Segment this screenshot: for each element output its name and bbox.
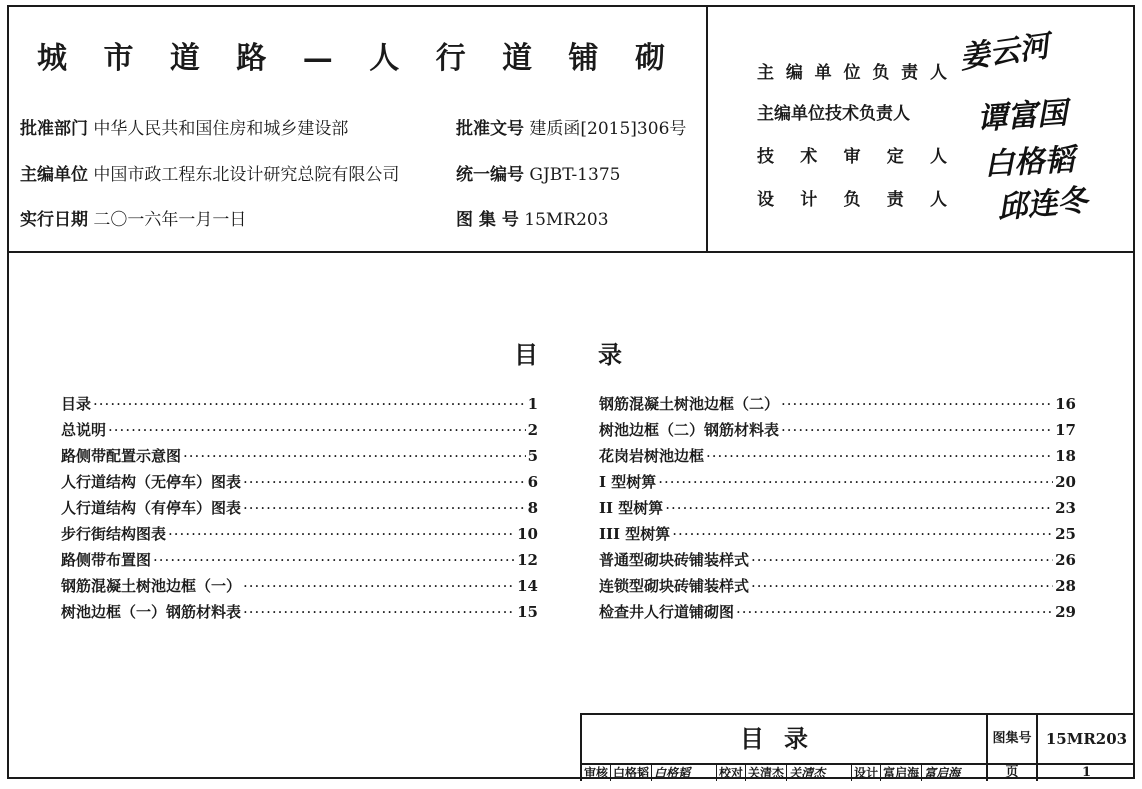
toc-entry-title: 连锁型砌块砖铺装样式 [599,577,750,595]
design-role: 设计 [852,765,881,781]
effective-date-value: 二〇一六年一月一日 [93,210,247,230]
toc-heading: 目录 [514,340,682,369]
approval-dept-label: 批准部门 [20,119,88,139]
toc-entry-title: 钢筋混凝土树池边框（二） [599,395,780,413]
toc-leader-dots [751,551,1053,569]
resp-char: 设 [757,190,774,210]
toc-entry-title: 树池边框（一）钢筋材料表 [61,603,242,621]
atlas-no-value-cell: 15MR203 [1038,715,1135,765]
design-signature: 富启海 [924,766,961,780]
toc-entry [599,419,1076,445]
resp-char: 人 [929,63,947,83]
resp-char: 术 [800,147,818,167]
toc-entry-page: 17 [1055,421,1076,439]
toc-entry-title: 普通型砌块砖铺装样式 [599,551,750,569]
toc-entry-title: 花岗岩树池边框 [599,447,705,465]
toc-entry [599,601,1076,627]
design-name: 富启海 [881,765,922,781]
audit-signature: 白格韬 [652,765,717,781]
resp-char: 技 [757,147,774,167]
drawing-sheet [7,5,1135,779]
toc-leader-dots [183,447,526,465]
editor-unit-label: 主编单位 [20,165,88,185]
atlas-no-label-cell: 图集号 [988,715,1038,765]
proof-name: 关清杰 [746,765,787,781]
toc-entry [599,445,1076,471]
page-value-cell: 1 [1081,765,1092,780]
title-block [580,713,1135,781]
toc-entry-title: 钢筋混凝土树池边框（一） [61,577,242,595]
toc-leader-dots [658,473,1053,491]
approval-dept-value: 中华人民共和国住房和城乡建设部 [93,119,349,139]
toc-entry-page: 25 [1055,525,1076,543]
audit-name: 白格韬 [611,765,652,781]
toc-entry-page: 26 [1055,551,1076,569]
page-label-cell: 页 [988,765,1038,781]
toc-entry-page: 16 [1055,395,1076,413]
toc-entry [61,523,538,549]
resp-char: 位 [843,63,861,83]
toc-entry-page: 14 [517,577,538,595]
toc-entry-page: 10 [517,525,538,543]
toc-leader-dots [243,499,526,517]
resp-char: 计 [800,190,818,210]
toc-entry-title: 路侧带布置图 [61,551,152,569]
header-block [9,7,1133,253]
chief-editor-row [757,58,947,83]
resp-char: 主 [757,63,774,83]
toc-leader-dots [108,421,526,439]
atlas-no-value: 15MR203 [524,210,609,230]
toc-entry-title: 树池边框（二）钢筋材料表 [599,421,780,439]
toc-entry-page: 8 [527,499,538,517]
resp-char: 负 [872,63,890,83]
resp-char: 人 [930,190,947,210]
atlas-title: 城 市 道 路 — 人 行 道 铺 砌 [37,41,678,76]
toc-entry [599,575,1076,601]
toc-entry-title: III 型树箅 [599,525,671,543]
toc-entry-page: 12 [517,551,538,569]
signature-reviewer: 白格韬 [983,142,1076,183]
toc-entry-page: 2 [527,421,538,439]
toc-entry [599,393,1076,419]
toc-entry-page: 6 [527,473,538,491]
toc-leader-dots [736,603,1053,621]
atlas-no-label: 图 集 号 [456,210,519,230]
toc-entry-page: 1 [527,395,538,413]
unified-no-row [456,160,620,185]
tech-lead-row [757,99,947,124]
toc-leader-dots [243,603,515,621]
proof-signature: 关清杰 [787,765,852,781]
toc-leader-dots [153,551,515,569]
toc-leader-dots [751,577,1053,595]
toc-entry-title: I 型树箅 [599,473,657,491]
toc-entry [61,445,538,471]
toc-leader-dots [243,577,515,595]
resp-char: 单 [814,63,832,83]
toc-right-column [599,393,1076,627]
toc-entry-title: 总说明 [61,421,107,439]
design-lead-row [757,185,947,210]
toc-entry-page: 15 [517,603,538,621]
signature-design-lead: 邱连冬 [995,183,1089,226]
approval-doc-value: 建质函[2015]306号 [529,119,687,139]
effective-date-row [20,205,246,230]
toc-entry [599,497,1076,523]
toc-entry-page: 28 [1055,577,1076,595]
approval-dept-row [20,114,348,139]
toc-leader-dots [781,421,1053,439]
audit-role: 审核 [582,765,611,781]
toc-entry [599,471,1076,497]
toc-entry [61,575,538,601]
toc-left-column [61,393,538,627]
sign-row [582,765,988,781]
unified-no-label: 统一编号 [456,165,524,185]
unified-no-value: GJBT-1375 [529,165,621,185]
toc-entry-page: 20 [1055,473,1076,491]
toc-entry-page: 29 [1055,603,1076,621]
resp-char: 定 [886,147,904,167]
toc-leader-dots [665,499,1053,517]
toc-entry-title: 目录 [61,395,92,413]
resp-char: 人 [930,147,947,167]
resp-char: 责 [901,63,919,83]
toc-entry [61,419,538,445]
title-block-title: 目录 [582,715,988,765]
approval-doc-label: 批准文号 [456,119,524,139]
atlas-no-row [456,205,609,230]
toc-leader-dots [93,395,526,413]
toc-leader-dots [706,447,1053,465]
toc-leader-dots [781,395,1053,413]
toc-entry-title: 步行街结构图表 [61,525,167,543]
toc-entry [61,549,538,575]
editor-unit-value: 中国市政工程东北设计研究总院有限公司 [93,165,400,185]
editor-unit-row [20,160,399,185]
toc-entry-title: 人行道结构（无停车）图表 [61,473,242,491]
toc-entry-title: 路侧带配置示意图 [61,447,182,465]
toc-entry [599,549,1076,575]
toc-entry [61,393,538,419]
header-info [9,7,708,251]
resp-label: 主编单位技术负责人 [757,104,910,124]
toc-entry-page: 18 [1055,447,1076,465]
effective-date-label: 实行日期 [20,210,88,230]
signature-tech-lead: 谭富国 [976,95,1069,138]
resp-char: 编 [785,63,803,83]
toc-entry [61,601,538,627]
resp-char: 审 [843,147,861,167]
resp-char: 负 [843,190,861,210]
toc-entry [61,497,538,523]
toc-entry [599,523,1076,549]
toc-entry [61,471,538,497]
approval-doc-row [456,114,686,139]
resp-char: 责 [886,190,904,210]
toc-entry-title: 检查井人行道铺砌图 [599,603,735,621]
proof-role: 校对 [717,765,746,781]
signature-chief-editor: 姜云河 [957,28,1052,77]
toc-entry-title: II 型树箅 [599,499,664,517]
toc-leader-dots [168,525,515,543]
toc-entry-title: 人行道结构（有停车）图表 [61,499,242,517]
toc-leader-dots [672,525,1053,543]
toc-entry-page: 23 [1055,499,1076,517]
toc-entry-page: 5 [527,447,538,465]
reviewer-row [757,142,947,167]
toc-leader-dots [243,473,526,491]
